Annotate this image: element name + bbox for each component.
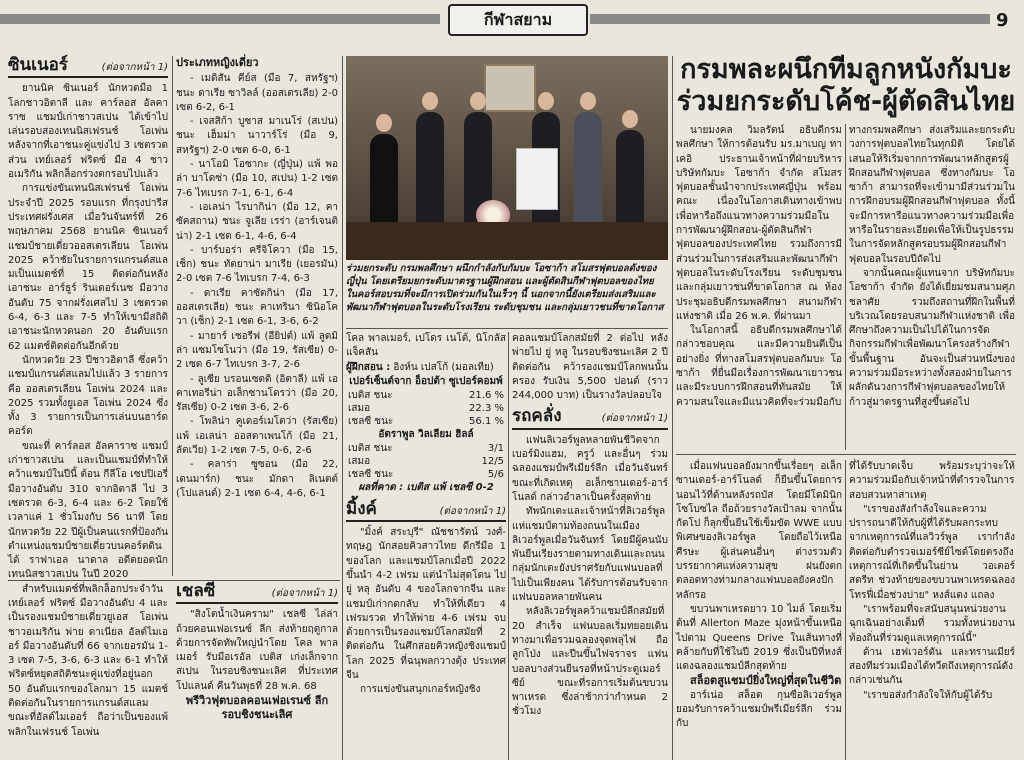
paragraph: ที่ได้รับบาดเจ็บ พร้อมระบุว่าจะให้ความร่วมมือกับเจ้าหน้าที่ตำรวจในการสอบสวนหาสาเหตุ [849,461,1015,501]
paragraph: "เราพร้อมที่จะสนับสนุนหน่วยงานฉุกเฉินอย่างเต็มที่ รวมทั้งหน่วยงานท้องถิ่นที่ร่วมดูแลเหตุการณ์นี้" [849,603,1015,644]
column-parade [676,460,842,760]
coach-label: ผู้ฝึกสอน : [346,361,391,373]
paragraph: การแข่งขันสนุกเกอร์หญิงชิง [360,684,481,696]
news-photo [346,56,668,260]
paragraph: "สิงโตน้ำเงินคราม" เชลซี ไล่ล่าถ้วยคอนเฟอเรนซ์ ลีก ส่งท้ายฤดูกาล ด้วยการจัดทัพใหญ่นำโดย โคล พาลเมอร์ รับมือเรอัล เบติส เก่งเล็กจากสเปน ในรอบชิงชนะเลิศ ที่ประเทศโปแลนด์ คืนวันพุธที่ 28 พ.ค. 68 [176,609,338,692]
section-title: รถคลั่ง [512,406,562,427]
list-item: - เมดิสัน คีย์ส (มือ 7, สหรัฐฯ) ชนะ ดาเรีย ซาวิลล์ (ออสเตรเลีย) 2-0 เซต 6-2, 6-1 [176,73,338,113]
paragraph: นายมงคล วิมลรัตน์ อธิบดีกรมพลศึกษา ให้การต้อนรับ มร.มาเบญ ทาเคอิ ประธานเจ้าหน้าที่ฝ่ายบริหาร บริษัทกัมบะ โอซาก้า จำกัด สโมสรฟุตบอลชั้นนำจากประเทศญี่ปุ่น พร้อมคณะ เนื่องในโอกาสเดินทางเข้าพบ เพื่อหารือถึงแนวทางความร่วมมือในการพัฒนาผู้ฝึกสอน-ผู้ตัดสินกีฬาฟุตบอลของประเทศไทย รวมถึงการมีส่วนร่วมในการส่งเสริมและพัฒนากีฬาฟุตบอลในระดับโรงเรียน ระดับชุมชน และกลุ่มเยาวชนที่ขาดโอกาส ณ ห้องประชุมอธิบดีกรมพลศึกษา สนามกีฬาแห่งชาติ เมื่อ 26 พ.ค. ที่ผ่านมา [676,125,842,322]
paragraph: สำหรับแมตช์ที่พลิกล็อกประจำวัน เทย์เลอร์ ฟริตซ์ มือวางอันดับ 4 และเป็นรองแชมป์ชายเดี่ยวยูเอส โอเพ่น ชาวอเมริกัน พ่าย ดาเนียล อัลต์ไมเออร์ มือวางอันดับที่ 66 จากเยอรมัน 1-3 เซต 7-5, 3-6, 6-3 และ 6-1 ทำให้ฟริตซ์หยุดสถิติชนะคู่แข่งที่อยู่นอก 50 อันดับแรกของโลกมา 15 แมตช์ติดต่อกันในรายการแกรนด์สแลม ขณะที่อัลต์ไมเออร์ ถือว่าเป็นของแพ้พลิกในเฟรนช์ โอเพ่น [8,583,168,738]
column-rule [845,460,846,760]
column-sinner [8,55,168,738]
column-rule [172,56,173,576]
column-liverpool [512,332,668,760]
paragraph: ขณะที่ คาร์ลอส อัลคาราซ แชมป์เก่าชาวสเปน และเป็นแชมป์ที่ทำให้คว้าแชมป์ในปีนี้ ต้อน กีลีโอ เซปปิเอรี่ มือวางอันดับ 310 จากอิตาลี ไป 3 เซตรวด 6-3, 6-4 และ 6-2 โดยใช้เวลาแค่ 1 ชั่วโมงกับ 56 นาที โดยนักหวดวัย 22 ปีผู้เป็นคนแรกที่ป้องกันตำแหน่งแชมป์ชายเดี่ยวบนคอร์ตดินได้ ราฟาเอล นาดาล อดีตยอดนักเทนนิสชาวสเปน ในปี 2020 [8,440,168,581]
section-header-liverpool [512,406,668,429]
table-row: เสมอ 12/5 [348,456,504,468]
page-number: 9 [996,10,1009,31]
paragraph: นักหวดวัย 23 ปีชาวอิตาลี ซึ่งคว้าแชมป์แกรนด์สแลมไปแล้ว 3 รายการ คือ ออสเตรเลียน โอเพ่น 2024 และ 2025 รวมทั้งยูเอส โอเพ่น 2024 ซึ่งทั้ง 3 รายการเป็นการเล่นบนฮาร์ดคอร์ต [8,354,168,438]
preview-subtitle-2: รอบชิงชนะเลิศ [221,708,293,722]
paragraph: คอลแชมป์โลกสมัยที่ 2 ต่อไป หลังพ่ายไป ยู่ หลู ในรอบชิงชนะเลิศ 2 ปีติดต่อกัน คว้ารองแชมป์โลกพนนั้นครอง รับเงิน 5,500 ปอนด์ (ราว 244,000 บาท) เป็นรางวัลปลอบใจ [512,333,668,402]
section-rule [346,328,668,329]
person-figure [574,112,602,230]
odds-table-opta [346,389,506,428]
column-chelsea [176,581,338,760]
column-chelsea-cont [346,332,506,760]
paragraph: ด้าน เฮฟเวอร์ตัน และทรานเมียร์ สองทีมร่วมเมืองได้ทวีตถึงเหตุการณ์ดังกล่าวเช่นกัน [849,646,1015,687]
list-item: - นาโอมิ โอซากะ (ญี่ปุ่น) แพ้ พอล่า บาโดซ่า (มือ 10, สเปน) 1-2 เซต 7-6 ไทเบรก 7-1, 6-1, 6-4 [176,159,338,199]
paragraph: จากนั้นคณะผู้แทนจาก บริษัทกัมบะ โอซาก้า จำกัด ยังได้เยี่ยมชมสนามศุภชลาศัย รวมถึงสถานที่ฝึกในพื้นที่บริเวณโดยรอบสนามกีฬาแห่งชาติ เพื่อศึกษาถึงความเป็นไปได้ในการจัดกิจกรรมกีฬาเพื่อพัฒนาโครงสร้างกีฬาขั้นพื้นฐาน อันจะเป็นส่วนหนึ่งของความร่วมมือระหว่างทั้งสองฝ่ายในการผลักดันวงการกีฬาฟุตบอลของไทยให้ก้าวสู่มาตรฐานที่สูงขึ้นต่อไป [849,267,1015,408]
subheading: สล็อตสูแชมป์ยิ่งใหญ่ที่สุดในชีวิต [690,674,842,688]
person-figure [616,130,644,230]
portrait-frame [484,64,536,112]
list-item: - บาร์บอร่า ครีจิโควา (มือ 15, เช็ก) ชนะ ทัตยาน่า มาเรีย (เยอรมัน) 2-0 เซต 7-6 ไทเบรก 7-4, 6-3 [176,244,338,285]
paragraph: เมื่อแฟนบอลยังมากขึ้นเรื่อยๆ อเล็กซานเดอร์-อาร์โนลด์ ก็ยืนขึ้นโดยการนอนไว้ที่ด้านหลังรถบัส โดยมีโดมินิก โซโบซไล ถือถ้วยรางวัลเป้าลม จากนั้น กัดโป ก็ลุกขึ้นยืนใช้เข็มขัด WWE แบบพิเศษของลิเวอร์พูล โดยถือไว้เหนือศีรษะ ผู้เล่นคนอื่นๆ ต่างรวมตัวบรรยากาศแห่งความสุข ฝนยังตกตลอดทางท่ามกลางแฟนบอลยังคงปักหลักรอ [676,461,842,601]
meeting-table [346,222,668,260]
column-results [176,56,338,586]
odds-title-opta: เปอร์เซ็นต์จาก อ็อปต้า ซูเปอร์คอมพ์ [349,375,503,387]
column-parade-cont [849,460,1015,760]
list-item: - มายาร์ เชอรีฟ (อียิปต์) แพ้ ลูดมิล่า แซมโซโนว่า (มือ 19, รัสเซีย) 0-2 เซต 6-7 ไทเบรก 3-7, 2-6 [176,330,338,371]
table-row: เสมอ 22.3 % [348,403,504,415]
section-title: มิ้งค์ [346,498,377,519]
expected-result: ผลที่คาด : เบติส แพ้ เชลซี 0-2 [358,482,494,494]
coach-line [346,361,506,375]
continued-note: (ต่อจากหน้า 1) [439,505,506,517]
paragraph: แฟนลิเวอร์พูลหลายพันชีวิตจากเบอร์มิงแฮม, ครูว์ และอื่นๆ ร่วมฉลองแชมป์พรีเมียร์ลีก เมื่อวันจันทร์ ขณะที่เกิดเหตุ อเล็กซานเดอร์-อาร์โนลด์ กล่าวอำลาเป็นครั้งสุดท้าย [512,434,668,503]
section-header-sinner [8,55,168,78]
paragraph: ขบวนพาเหรดยาว 10 ไมล์ โดยเริ่มต้นที่ Allerton Maze มุ่งหน้าขึ้นเหนือไปตาม Queens Drive ในเส้นทางที่คล้ายกับที่ใช้ในปี 2019 ซึ่งเป็นปีที่หงส์แดงฉลองแชมป์ลีกสุดท้าย [676,603,842,673]
section-header-mink [346,498,506,522]
coach-value: อิงห์น เปสโก้ (มอลเทีย) [393,361,494,373]
table-row: เชลซี ชนะ 56.1 % [348,416,504,428]
list-item: - เอเลน่า ไรบากิน่า (มือ 12, คาซัคสถาน) ชนะ จูเลีย เรร่า (อาร์เจนติน่า) 2-1 เซต 6-1, 4-6, 6-4 [176,201,338,242]
preview-subtitle: พรีวิวฟุตบอลคอนเฟอเรนซ์ ลีก [185,694,329,708]
list-item: - คลาร่า ซูซอน (มือ 22, เดนมาร์ก) ชนะ มักดา ลิเนตต์ (โปแลนด์) 2-1 เซต 6-4, 4-6, 6-1 [176,459,338,499]
list-item: - เจสสิก้า บูซาส มาเนโร่ (สเปน) ชนะ เฮ็มม่า นาวาร์โร่ (มือ 9, สหรัฐฯ) 2-0 เซต 6-0, 6-1 [176,116,338,156]
column-dpe [676,124,842,450]
paragraph: อาร์เน่อ สล็อต กุนซือลิเวอร์พูล ยอมรับการคว้าแชมป์พรีเมียร์ลีก ร่วมกับ [676,689,842,730]
section-header-chelsea [176,581,338,604]
paragraph: หลังลิเวอร์พูลคว้าแชมป์ลีกสมัยที่ 20 สำเร็จ แฟนบอลเริ่มทยอยเดินทางมาเพื่อรวมฉลองจุดพลุไฟ ถือลูกโป่ง และปีนขึ้นไฟจราจร แฟนบอลบางส่วนยืนรอที่หน้าประตูเมอร์ซีย์ ขณะที่รอการเริ่มต้นขบวนพาเหรด ซึ่งล่าช้ากว่ากำหนด 2 ชั่วโมง [512,606,668,718]
list-item: - ลูเซีย บรอนเซตติ (อิตาลี) แพ้ เอคาเทอรีน่า อเล็กซานโดรว่า (มือ 20, รัสเซีย) 0-2 เซต 3-6, 2-6 [176,373,338,414]
continued-note: (ต่อจากหน้า 1) [101,62,168,73]
paper-name: กีฬาสยาม [448,4,588,36]
paragraph: ทางกรมพลศึกษา ส่งเสริมและยกระดับวงการฟุตบอลไทยในทุกมิติ โดยได้เสนอให้ริเริ่มจากการพัฒนาหลักสูตรผู้ฝึกสอนกีฬาฟุตบอล ซึ่งทางกัมบะ โอซาก้า สามารถที่จะเข้ามามีส่วนร่วมในการฝึกอบรมผู้ฝึกสอนกีฬาฟุตบอล ทั้งนี้จะมีการหารือแนวทางความร่วมมือเพื่อหารือในรายละเอียดเพื่อให้เป็นรูปธรรมในการจัดหลักสูตรอบรมผู้ฝึกสอนกีฬาฟุตบอลในรอบปีถัดไป [849,125,1015,265]
paragraph: "เราขอส่งกำลังใจให้กับผู้ได้รับ [863,689,993,701]
column-rule [672,56,673,760]
column-rule [508,332,509,760]
column-dpe-cont [849,124,1015,450]
section-rule [8,580,340,581]
football-shirt [516,148,558,210]
person-figure [416,112,444,230]
section-rule [676,454,1016,455]
paragraph: ยานนิค ซินเนอร์ นักหวดมือ 1 โลกชาวอิตาลี และ คาร์ลอส อัลคาราซ แชมป์เก่าชาวสเปน ได้เข้าไปเล่นรอบสองเทนนิสเฟรนช์ โอเพ่น หลังจากที่เอาชนะคู่แข่งไป 3 เซตรวด ส่วน เทย์เลอร์ ฟริตซ์ มือ 4 ชาวอเมริกัน พลิกล็อกร่วงตกรอบไปแล้ว [8,83,168,181]
column-rule [342,56,343,760]
paragraph: ในโอกาสนี้ อธิบดีกรมพลศึกษาได้กล่าวชอบคุณ และมีความยินดีเป็นอย่างยิ่ง ที่ทางสโมสรฟุตบอลกัมบะ โอซาก้า ที่ยื่นมือเรื่องการพัฒนาเยาวชนและมีระบบการฝึกสอนที่ทันสมัย ให้ความสนใจและมีแนวคิดที่จะร่วมมือกับ [676,325,842,408]
continued-note: (ต่อจากหน้า 1) [271,588,338,599]
photo-caption: ร่วมยกระดับ กรมพลศึกษา ผนึกกำลังกับกัมบะ โอซาก้า สโมสรฟุตบอลดังของญี่ปุ่น โดยเตรียมยกระดับมาตรฐานผู้ฝึกสอน และผู้ตัดสินกีฬาฟุตบอลของไทย ในคอร์สอบรมที่จะมีการเปิดร่วมกันในเร็วๆ นี้ นอกจากนี้ยังเตรียมส่งเสริมและพัฒนากีฬาฟุตบอลในระดับโรงเรียน ระดับชุมชน และกลุ่มเยาวชนที่ขาดโอกาส [346,263,664,313]
person-figure [370,134,398,230]
column-rule [845,124,846,450]
section-title: ซินเนอร์ [8,55,68,75]
paragraph: การแข่งขันเทนนิสเฟรนช์ โอเพ่น ประจำปี 2025 รอบแรก ที่กรุงปารีส ประเทศฝรั่งเศส เมื่อวันจันทร์ที่ 26 พฤษภาคม 2568 ยานนิค ซินเนอร์ แชมป์ชายเดี่ยวออสเตรเลียน โอเพ่น 2025 คว้าชัยในรายการแกรนด์สแลมเป็นแมตช์ที่ 15 ติดต่อกันหลังเอาชนะ อาร์ธูร์ รินเดอร์เนซ มือวางอันดับ 75 จากฝรั่งเศสไป 3 เซตรวด 6-4, 6-3 และ 7-5 ทำให้เขามีสถิติเอาชนะนักหวดนอก 20 อันดับแรก 62 แมตช์ติดต่อกันอีกด้วย [8,183,168,352]
continued-note: (ต่อจากหน้า 1) [601,413,668,425]
paragraph: ทัพนักเตะและเจ้าหน้าที่ลิเวอร์พูลแห่แชมป์ตามท้องถนนในเมืองลิเวอร์พูลเมื่อวันจันทร์ โดยมีผู้คนนับพันยืนเรียงรายตามทางเดินและถนน กลุ่มนักเตะยังปราศรัยกับแฟนบอลที่ไปเป็นเพียงคน ได้รับการต้อนรับจากแฟนบอลหลายพันคน [512,506,668,604]
paragraph: โคล พาลเมอร์, เปโดร เนโต้, นิโกลัส แจ็คสัน [346,333,506,359]
main-headline: กรมพละผนึกทีมลูกหนังกัมบะ ร่วมยกระดับโค้ช-ผู้ตัดสินไทย [676,54,1016,117]
list-heading: ประเภทหญิงเดี่ยว [176,56,259,69]
list-item: - โพลิน่า คูเดอร์เมโตว่า (รัสเซีย) แพ้ เอเลน่า ออสตาเพนโก้ (มือ 21, ลัตเวีย) 1-2 เซต 7-5, 0-6, 2-6 [176,416,338,457]
masthead-bar-left [0,14,440,24]
masthead-bar-right [590,14,990,24]
odds-title-hill: อัตราพูล วิลเลียม ฮิลล์ [378,429,474,441]
table-row: เบติส ชนะ 21.6 % [348,390,504,402]
section-title: เชลซี [176,581,216,601]
list-item: - ดาเรีย คาซัตกิน่า (มือ 17, ออสเตรเลีย) ชนะ คาเทรินา ซินิอโควา (เช็ก) 2-1 เซต 6-1, 3-6, 6-2 [176,287,338,328]
masthead [0,0,1024,40]
table-row: เชลซี ชนะ 5/6 [348,469,504,481]
odds-table-hill [346,442,506,481]
table-row: เบติส ชนะ 3/1 [348,443,504,455]
paragraph: "มิ้งค์ สระบุรี" ณัชชารัตน์ วงศ์-ทฤษฎ นักสอยคิวสาวไทย ดีกรีมือ 1 ของโลก และแชมป์โลกเมื่อปี 2022 ขึ้นนำ 4-2 เฟรม แต่นำไม่สุดโดน ไป ยู่ หลุ อันดับ 4 ของโลกจากจีน และแชมป์เก่ากดกลับ ทำให้ที่เดียว 4 เฟรมรวด ทำให้พ่าย 4-6 เฟรม จบด้วยการเป็นรองแชมป์โลกสมัยที่ 2 ติดต่อกัน ในศึกสอยคิวหญิงชิงแชมป์โลก 2025 ที่ฉนุพลกวางตุ้ง ประเทศจีน [346,527,506,682]
paragraph: "เราของสังกำลังใจและความปรารถนาดีให้กับผู้ที่ได้รับผลกระทบจากเหตุการณ์ที่แลวิวร์พูล เรากำลังติดต่อกับตำรวจเมอร์ซีย์ไซด์โดยตรงถึงเหตุการณ์ที่เกิดขึ้นในย่าน วอเตอร์ สตรีท ช่วงท้ายของขบวนพาเหรดฉลองโทรฟี่เมื่อช่วงบ่าย" หงส์แดง แถลง [849,503,1015,601]
